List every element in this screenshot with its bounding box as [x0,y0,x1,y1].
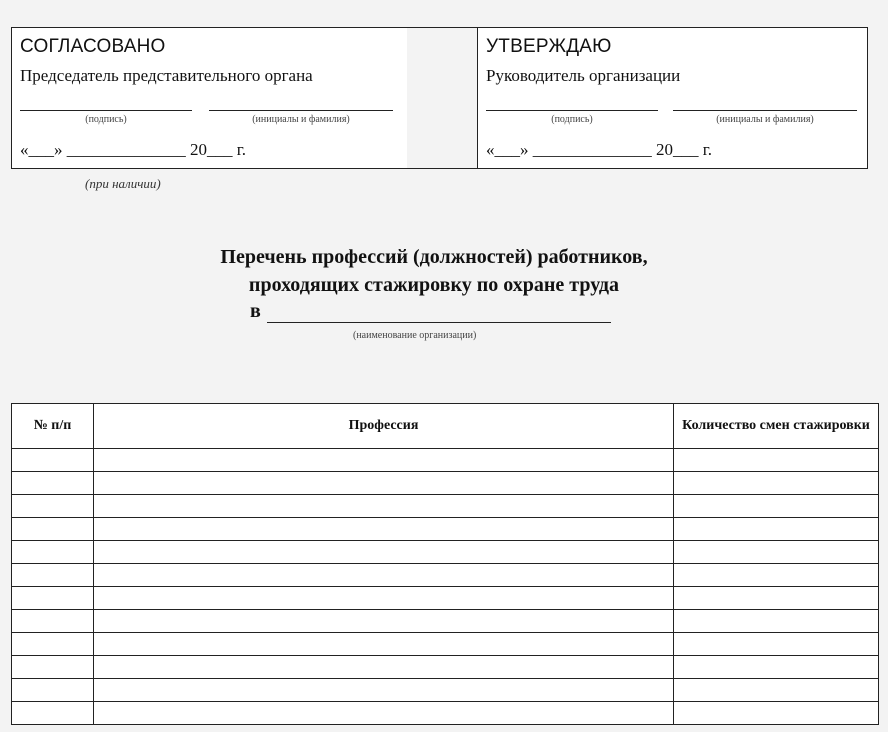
cell-number [12,587,94,610]
approval-subtitle-right: Руководитель организации [486,66,681,85]
cell-shifts [674,472,879,495]
table-row [12,656,879,679]
cell-shifts [674,495,879,518]
table-row [12,587,879,610]
cell-number [12,679,94,702]
header-number: № п/п [12,404,94,449]
name-caption-left: (инициалы и фамилия) [252,114,350,125]
cell-number [12,564,94,587]
signature-caption-right: (подпись) [551,114,593,125]
cell-shifts [674,518,879,541]
cell-shifts [674,633,879,656]
table-row [12,518,879,541]
signature-line-right [486,110,658,111]
header-spacer [407,27,478,169]
table-row [12,541,879,564]
cell-profession [94,541,674,564]
name-line-left [209,110,393,111]
cell-shifts [674,449,879,472]
availability-note: (при наличии) [85,176,161,191]
table-row [12,495,879,518]
professions-table [11,403,879,725]
approval-title-left: СОГЛАСОВАНО [20,36,166,57]
name-line-right [673,110,857,111]
cell-number [12,518,94,541]
cell-shifts [674,656,879,679]
document-title-line-1: Перечень профессий (должностей) работников, [220,246,648,268]
header-shifts: Количество смен стажировки [674,404,879,449]
cell-number [12,495,94,518]
document-title-line-2: проходящих стажировку по охране труда [248,274,620,296]
table-row [12,679,879,702]
name-caption-right: (инициалы и фамилия) [716,114,814,125]
cell-shifts [674,564,879,587]
cell-shifts [674,587,879,610]
cell-number [12,702,94,725]
cell-profession [94,449,674,472]
table-body [12,449,879,725]
cell-profession [94,610,674,633]
approval-block-left [11,27,408,169]
cell-shifts [674,702,879,725]
cell-profession [94,564,674,587]
date-line-right: «___» ______________ 20___ г. [486,140,713,159]
table-row [12,472,879,495]
cell-number [12,610,94,633]
cell-profession [94,495,674,518]
cell-shifts [674,541,879,564]
table-row [12,633,879,656]
table-row [12,702,879,725]
in-prefix: в [250,300,261,322]
cell-shifts [674,679,879,702]
cell-profession [94,679,674,702]
signature-line-left [20,110,192,111]
cell-number [12,633,94,656]
table-row [12,449,879,472]
table-row [12,610,879,633]
cell-profession [94,587,674,610]
cell-number [12,541,94,564]
header-profession: Профессия [94,404,674,449]
organization-blank-line [267,300,611,323]
date-line-left: «___» ______________ 20___ г. [20,140,247,159]
organization-caption: (наименование организации) [353,330,477,341]
organization-row [250,300,611,323]
signature-caption-left: (подпись) [85,114,127,125]
cell-number [12,472,94,495]
approval-title-right: УТВЕРЖДАЮ [486,36,612,57]
approval-subtitle-left: Председатель представительного органа [20,66,313,85]
cell-profession [94,472,674,495]
cell-profession [94,633,674,656]
table-row [12,564,879,587]
approval-block-right [477,27,868,169]
cell-number [12,449,94,472]
cell-profession [94,518,674,541]
table-header-row [12,404,879,449]
cell-profession [94,656,674,679]
cell-number [12,656,94,679]
cell-shifts [674,610,879,633]
cell-profession [94,702,674,725]
